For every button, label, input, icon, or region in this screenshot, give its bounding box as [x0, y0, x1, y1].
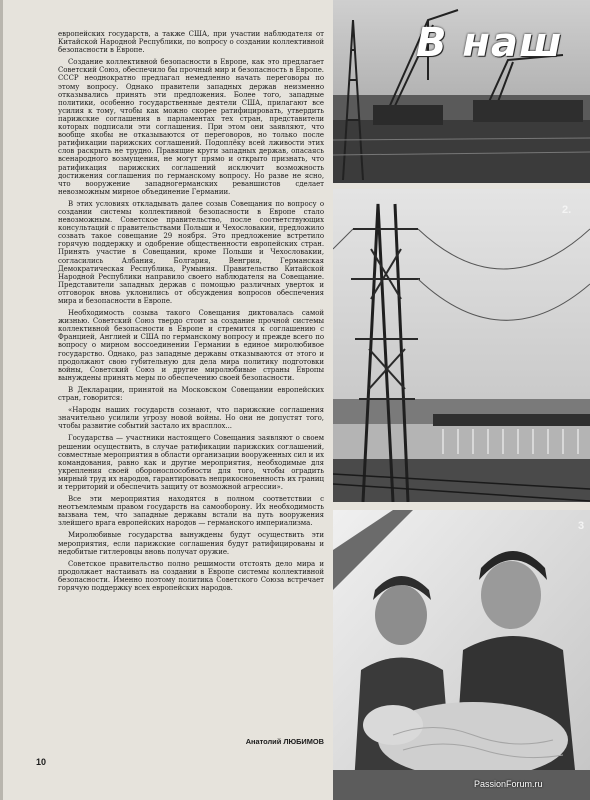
article-paragraph: Необходимость созыва такого Совещания диктовалась самой жизнью. Советский Союз твердо стоит за создание прочной системы коллективной безопасности в Европе и стремится к соглашению с Францией, Англией и США по германскому вопросу и прежде всего по вопросу о мирном воссоединении Германии в единое миролюбивое государство. Однако, раз западные державы отказываются от этого и продолжают свою губительную для дела мира политику подготовки войны, Советский Союз и другие миролюбивые страны Европы вынуждены принять меры по обеспечению своей безопасности. — [58, 309, 324, 382]
article-paragraph: Все эти мероприятия находятся в полном соответствии с неотъемлемым правом государств на самооборону. Их необходимость вызвана тем, что западные державы встали на путь вооружения злейшего врага европейских народов — германского империализма. — [58, 495, 324, 528]
article-paragraph: Советское правительство полно решимости отстоять дело мира и продолжает настаивать на создании в Европе системы коллективной безопасности. Именно поэтому политика Советского Союза встречает горячую поддержку всех европейских народов. — [58, 559, 324, 592]
watermark: PassionForum.ru — [474, 779, 543, 789]
headline: В наш — [416, 20, 563, 66]
photo-number-3: 3 — [578, 520, 585, 532]
author-signature: Анатолий ЛЮБИМОВ — [245, 737, 324, 746]
article-paragraph: Миролюбивые государства вынуждены будут осуществить эти мероприятия, если парижские соглашения будут ратифицированы и недобитые гитлеровцы вновь получат оружие. — [58, 531, 324, 556]
photo-women-with-lamb-image — [333, 510, 590, 800]
photo-power-line-tower — [333, 189, 590, 502]
article-paragraph: В этих условиях откладывать далее созыв Совещания по вопросу о создании системы коллективной безопасности в Европе стало невозможным. Советское правительство, после соответствующих консультаций с правительствами Польши и Чехословакии, предложило созвать такое совещание 29 ноября. Это предложение встретило горячую поддержку и одобрение общественности европейских стран. Принять участие в Совещании, кроме Польши и Чехословакии, согласились Албания, Болгария, Венгрия, Германская Демократическая Республика, Румыния. Правительство Китайской Народной Республики направило своего наблюдателя на Совещание. Представители западных держав с помощью различных уверток и отговорок вновь уклонились от обсуждения вопросов обеспечения мира и безопасности в Европе. — [58, 199, 324, 305]
article-quote: «Народы наших государств сознают, что парижские соглашения значительно усилили угрозу новой войны. Но они не допустят того, чтобы развитие событий застало их врасплох... — [58, 406, 324, 431]
photo-number-2: 2. — [562, 204, 572, 216]
photo-women-with-lamb — [333, 510, 590, 800]
article-paragraph: В Декларации, принятой на Московском Совещании европейских стран, говорится: — [58, 385, 324, 403]
page-number: 10 — [36, 757, 47, 767]
photo-power-line-tower-image — [333, 189, 590, 502]
article-paragraph: Создание коллективной безопасности в Европе, как это предлагает Советский Союз, обеспечило бы прочный мир и безопасность в Европе. СССР неоднократно предлагал немедленно начать переговоры по этому вопросу. Однако правители западных держав неизменно отказывались принять эти предложения. Более того, западные политики, особенно государственные деятели США, прилагают все усилия к тому, чтобы как можно скорее ратифицировать, утвердить парижские соглашения в парламентах тех стран, представители которых подписали эти соглашения. При этом они заявляют, что вообще якобы не отказываются от переговоров, но только после ратификации парижских соглашений. Подоплёку всей лживости этих слов раскрыть не трудно. Правящие круги западных держав, опасаясь всенародного возмущения, не могут прямо и открыто признать, что ратификация парижских соглашений исключит возможность достижения соглашения по германскому вопросу. Но разве не ясно, что вооружение западногерманских реваншистов сделает невозможным мирное объединение Германии. — [58, 58, 324, 196]
article-column — [58, 30, 324, 765]
article-paragraph: Государства — участники настоящего Совещания заявляют о своем решении осуществить, в случае ратификации парижских соглашений, совместные мероприятия в области организации вооруженных сил и их командования, равно как и другие мероприятия, необходимые для укрепления своей обороноспособности для того, чтобы оградить мирный труд их народов, гарантировать неприкосновенность их границ и территорий и обеспечить защиту от возможной агрессии». — [58, 434, 324, 491]
article-paragraph: европейских государств, а также США, при участии наблюдателя от Китайской Народной Республики, по вопросу о создании коллективной безопасности в Европе. — [58, 30, 324, 55]
